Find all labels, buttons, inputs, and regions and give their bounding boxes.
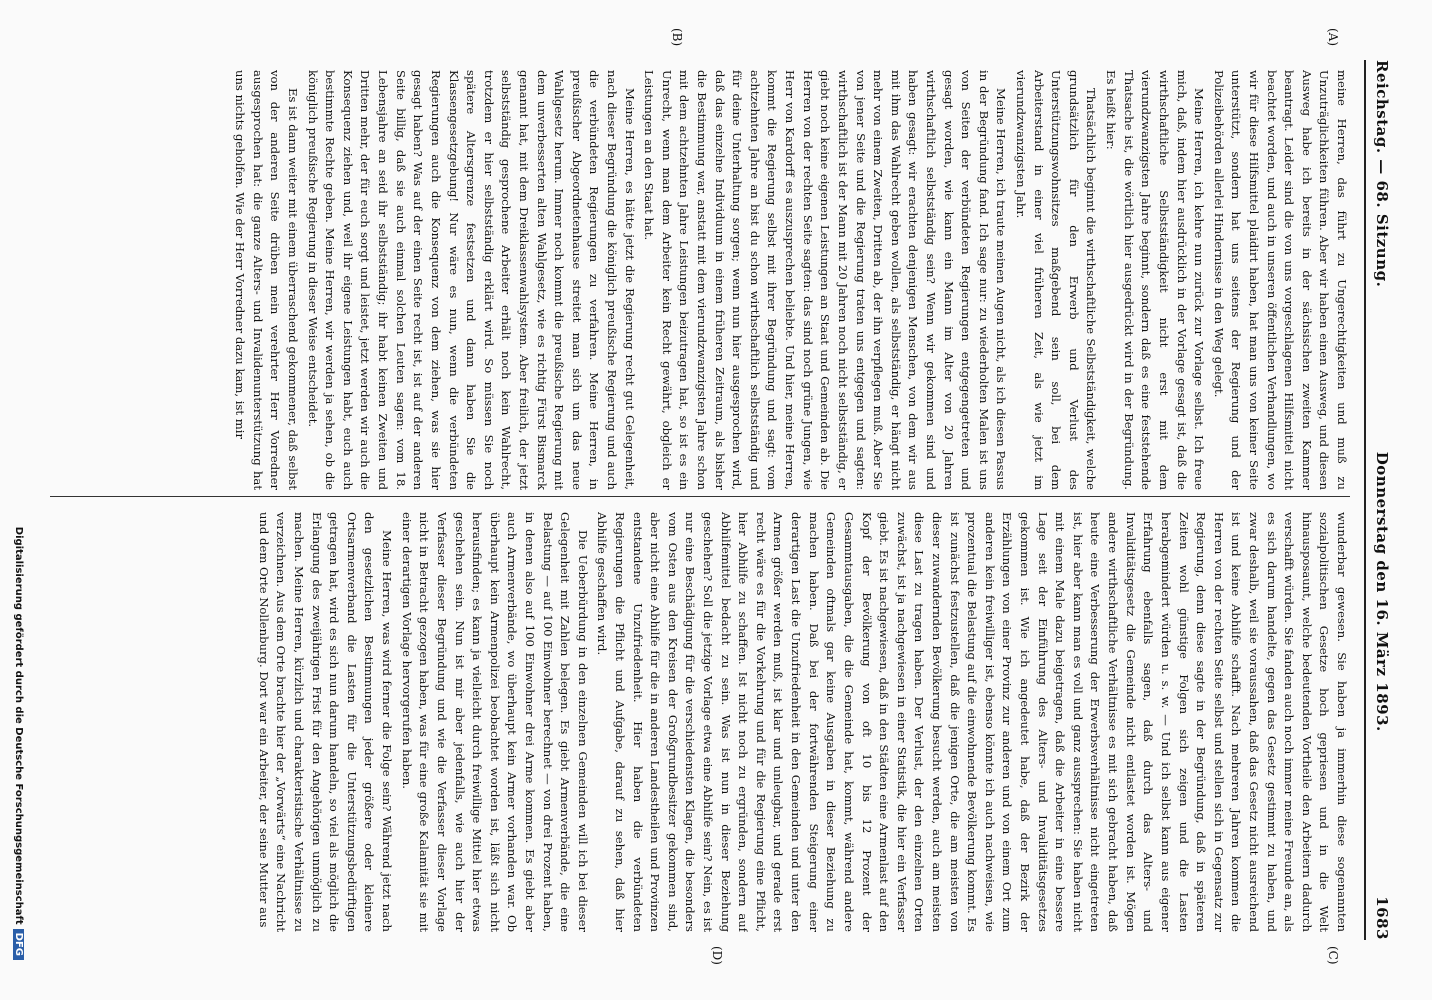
column-divider: [50, 496, 1350, 497]
page-header: [1370, 60, 1394, 940]
paragraph: meine Herren, das führt zu Ungerechtigkeiten und muß zu Unzuträglichkeiten führen. Aber wir haben einen Ausweg, und diesen Ausweg habe ich bereits in der sächsischen zweiten Kammer beantragt. Leider sind die von uns vorgeschlagenen Hilfsmittel nicht beachtet worden, und auch in unseren öffentlichen Verhandlungen, wo wir für diese Hilfsmittel plaidirt haben, hat man uns von keiner Seite unterstützt, sondern hat uns seitens der Regierung und der Polizeibehörden allerlei Hindernisse in den Weg gelegt.: [1211, 70, 1349, 490]
paragraph: Es ist dann weiter mit einem überraschend gekommener, daß selbst von der anderen Seite drüben mein verehrter Herr Vorredner ausgesprochen hat: die ganze Alters- und Invalidenunterstützung hat uns nichts geholfen. Wie der Herr Vorredner dazu kam, ist mir: [233, 70, 301, 490]
margin-mark-c: (C): [1326, 946, 1340, 965]
left-column: [50, 70, 1350, 490]
margin-mark-b: (B): [670, 28, 684, 47]
quoted-paragraph: Thatsächlich beginnt die wirthschaftliche Selbstständigkeit, welche grundsätzlich für den Erwerb und Verlust des Unterstützungswohnsitzes maßgebend sein soll, bei dem Arbeiterstand in einer viel früheren Zeit, als wie jetzt im vierundzwanzigsten Jahr.: [1014, 70, 1099, 490]
header-page-number: 1683: [1373, 896, 1391, 940]
dfg-logo: DFG: [13, 929, 24, 960]
paragraph: Meine Herren, es hätte jetzt die Regierung recht gut Gelegenheit, nach dieser Begründung die königlich preußische Regierung und auch die verbündeten Regierungen zu verfahren. Meine Herren, in preußischer Abgeordnetenhause streitet man sich um das neue Wahlgesetz herum. Immer noch kommt die preußische Regierung mit dem unverbesserten alten Wahlgesetz, wie es richtig Fürst Bismarck genannt hat, mit dem Dreiklassenwahlsystem. Aber freilich, der jetzt selbstständig gesprochene Arbeiter erhält noch kein Wahlrecht, trotzdem er hier selbstständig erklärt wird. So müssen Sie noch spätere Altersgrenze festsetzen und dann haben Sie die Klassengesetzgebung! Nur wäre es nun, wenn die verbündeten Regierungen auch die Konsequenz von dem ziehen, was sie hier gesagt haben? Was auf der einen Seite recht ist, ist auf der anderen Seite billig, daß sie auch einmal solchen Leuten sagen: vom 18. Lebensjahre an seid ihr selbstständig; ihr habt keinen Zweiten und Dritten mehr, der für euch sorgt und leistet, jetzt werden wir auch die Konsequenz ziehen und, weil ihr eigene Leistungen habt, euch auch bestimmte Rechte geben. Meine Herren, wir werden ja sehen, ob die königlich preußische Regierung in dieser Weise entscheidet.: [305, 70, 637, 490]
paragraph: Meine Herren, was wird ferner die Folge sein? Während jetzt nach den gesetzlichen Bestimmungen jeder größere oder kleinere Ortsarmenverband die Lasten für die Unterstützungsbedürftigen getragen hat, wird es sich nun darum handeln, so viel als möglich die Erlangung des zweijährigen Frist für den Angehörigen unmöglich zu machen. Meine Herren, kürzlich und charakteristische Verhältnisse zu verzeichnen. Aus dem Orte brachte hier der „Vorwärts“ eine Nachricht und dem Orte Nollenburg. Dort war ein Arbeiter, der seine Mutter aus: [256, 512, 395, 932]
paragraph: Meine Herren, ich traute meinen Augen nicht, als ich diesen Passus in der Begründung fand. Ich sage nur: zu wiederholten Malen ist uns von Seiten der verbündeten Regierungen entgegengetreten und gesagt worden, wie kann ein Mann im Alter von 20 Jahren wirthschaftlich selbstständig sein? Wenn wir gekommen sind und haben gesagt: wir erachten denjenigen Menschen, von dem wir aus mit ihm das Wahlrecht geben wollen, als selbstständig, er hängt nicht mehr von einem Zweiten, Dritten ab, der ihn verpflegen muß. Aber Sie von jener Seite und die Regierung traten uns entgegen und sagten: wirthschaftlich ist der Mann mit 20 Jahren noch nicht selbstständig, er giebt noch keine eigenen Leistungen an Staat und Gemeinden ab. Die Herren von der rechten Seite sagten: das sind noch grüne Jungen, wie Herr von Kardorff es auszusprechen beliebte. Und hier, meine Herren, kommt die Regierung selbst mit ihrer Begründung und sagt: vom achtzehnten Jahre an bist du schon wirthschaftlich selbstständig und für deine Unterhaltung sorgen; wenn nun hier ausgesprochen wird, daß das einzelne Individuum in einem früheren Zeitraum, als bisher die Bestimmung war, anstatt mit dem vierundzwanzigsten Jahre schon mit dem achtzehnten Jahre Leistungen beizutragen hat, so ist es ein Unrecht, wenn man dem Arbeiter kein Recht gewährt, obgleich er Leistungen an den Staat hat.: [642, 70, 1009, 490]
credit-text: Digitalisierung gefördert durch die Deutsche Forschungsgemeinschaft: [13, 526, 24, 925]
margin-mark-d: (D): [710, 946, 724, 965]
paragraph: Die Ueberbürdung in den einzelnen Gemeinden will ich bei dieser Gelegenheit mit Zahlen belegen. Es giebt Armenverbände, die eine Belastung — auf 100 Einwohner berechnet — von drei Prozent haben, in denen also auf 100 Einwohner drei Arme kommen. Es giebt aber auch Armenverbände, wo überhaupt kein Armer vorhanden war. Ob überhaupt kein Armenpolizei beobachtet worden ist, läßt sich nicht herausfinden; es kann ja vielleicht durch freiwillige Mittel hier etwas geschehen sein. Nun ist mir aber jedenfalls, wie auch hier der Verfasser dieser Begründung und wie die Verfasser dieser Vorlage nicht in Betracht gezogen haben, was für eine große Kalamität sie mit einer derartigen Vorlage hervorgerufen haben.: [399, 512, 590, 932]
digitization-credit: [13, 140, 24, 960]
paragraph: Meine Herren, ich kehre nun zurück zur Vorlage selbst. Ich freue mich, daß, indem hier ausdrücklich in der Vorlage gesagt ist, daß die wirthschaftliche Selbstständigkeit nicht erst mit dem vierundzwanzigsten Jahre beginnt, sondern daß es eine feststehende Thatsache ist, die wörtlich hier ausgedrückt wird in der Begründung. Es heißt hier:: [1104, 70, 1207, 490]
margin-mark-a: (A): [1326, 28, 1340, 47]
header-date: Donnerstag den 16. März 1893.: [1373, 451, 1391, 732]
right-column: [50, 512, 1350, 932]
header-session: Reichstag. — 68. Sitzung.: [1373, 60, 1391, 288]
paragraph: wunderbar gewesen. Sie haben ja immerhin diese sogenannten sozialpolitischen Gesetze hoch gepriesen und in die Welt hinausposaunt, welche bedeutenden Vortheile den Arbeitern dadurch verschafft würden. Sie fanden auch noch immer meine Freunde an, als es sich darum handelte, gegen das Gesetz gestimmt zu haben, und zwar deshalb, weil sie voraussahen, daß das Gesetz nicht ausreichend ist und keine Abhilfe schafft. Nach mehreren Jahren kommen die Herren von der rechten Seite selbst und stellen sich in Gegensatz zur Regierung, denn diese sagte in der Begründung, daß in späteren Zeiten wohl günstige Folgen sich zeigen und die Lasten herabgemindert würden u. s. w. — Und ich selbst kann aus eigener Erfahrung ebenfalls sagen, daß durch das Alters- und Invaliditätsgesetz die Gemeinde nicht entlastet worden ist. Mögen andere wirthschaftliche Verhältnisse es mit sich gebracht haben, daß heute eine Verbesserung der Erwerbsverhältnisse nicht eingetreten ist, hier aber kann man es voll und ganz aussprechen: Sie haben nicht mit einem Male dazu beigetragen, daß die Arbeiter in eine bessere Lage seit der Einführung des Alters- und Invaliditätsgesetzes gekommen ist. Wie ich angedeutet habe, daß der Bezirk der Erzählungen von einer Provinz zur anderen und von einem Ort zum anderen kein freiwilliger ist, ebenso könnte ich auch nachweisen, wie prozentual die Belastung auf die einwohnende Bevölkerung kommt. Es ist zunächst festzustellen, daß die jenigen Orte, die am meisten von dieser zuwandernden Bevölkerung besucht werden, auch am meisten diese Last zu tragen haben. Der Verlust, der den einzelnen Orten zuwächst, ist ja nachgewiesen in einer Statistik, die hier ein Verfasser giebt. Es ist nachgewiesen, daß in den Städten eine Armenlast auf den Kopf der Bevölkerung von oft 10 bis 12 Prozent der Gesammtausgaben, die die Gemeinde hat, kommt, während andere Gemeinden oftmals gar keine Ausgaben in dieser Beziehung zu machen haben. Daß bei der fortwährenden Steigerung einer derartigen Last die Unzufriedenheit in den Gemeinden und unter den Armen größer werden muß, ist klar und unleugbar, und gerade erst recht wäre es für die Vorkehrung und für die Regierung eine Pflicht, hier Abhilfe zu schaffen. Ist nicht noch zu ergründen, sondern auf Abhilfemittel bedacht zu sein. Was ist nun in dieser Beziehung geschehen? Soll die jetzige Vorlage etwa eine Abhilfe sein? Nein, es ist nur eine Beschädigung für die verschiedensten Klagen, die besonders vom Osten aus den Kreisen der Großgrundbesitzer gekommen sind, aber nicht eine Abhilfe für die in anderen Landestheilen und Provinzen entstandene Unzufriedenheit. Hier haben die verbündeten Regierungen die Pflicht und Aufgabe, darauf zu sehen, daß hier Abhilfe geschaffen wird.: [595, 512, 1349, 932]
header-rule: [1364, 60, 1366, 940]
